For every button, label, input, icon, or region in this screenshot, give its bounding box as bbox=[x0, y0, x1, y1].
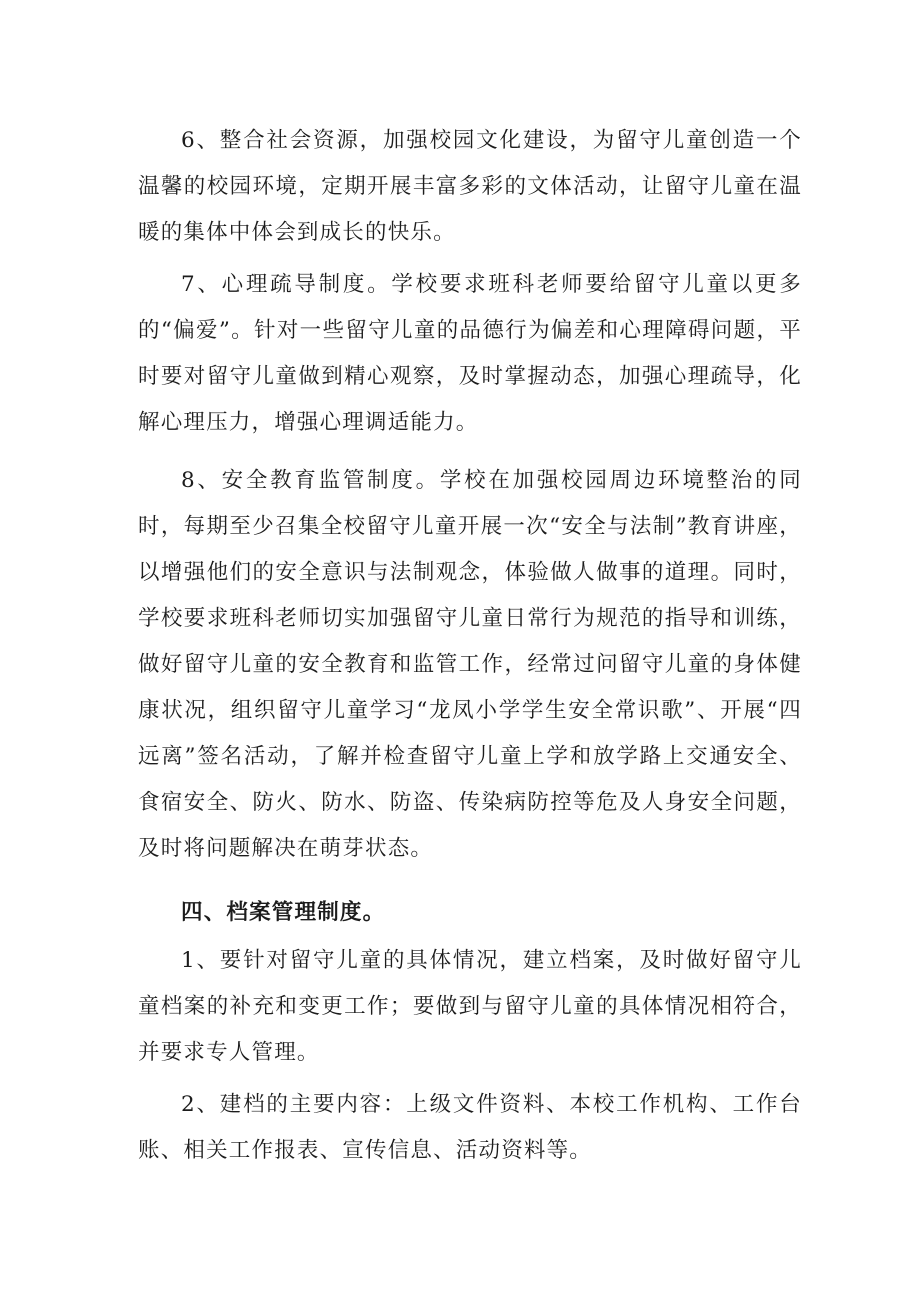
section-heading-archive-management: 四、档案管理制度。 bbox=[181, 900, 386, 925]
paragraph-item-8: 8、安全教育监管制度。学校在加强校园周边环境整治的同时，每期至少召集全校留守儿童开展一次“安全与法制”教育讲座，以增强他们的安全意识与法制观念，体验做人做事的道理。同时，学校要求班科老师切实加强留守儿童日常行为规范的指导和训练，做好留守儿童的安全教育和监管工作，经常过问留守儿童的身体健康状况，组织留守儿童学习“龙凤小学学生安全常识歌”、开展“四远离”签名活动，了解并检查留守儿童上学和放学路上交通安全、食宿安全、防火、防水、防盗、传染病防控等危及人身安全问题，及时将问题解决在萌芽状态。 bbox=[138, 468, 802, 861]
paragraph-archive-item-2: 2、建档的主要内容：上级文件资料、本校工作机构、工作台账、相关工作报表、宣传信息、活动资料等。 bbox=[138, 1092, 802, 1163]
paragraph-item-7: 7、心理疏导制度。学校要求班科老师要给留守儿童以更多的“偏爱”。针对一些留守儿童的品德行为偏差和心理障碍问题，平时要对留守儿童做到精心观察，及时掌握动态，加强心理疏导，化解心理压力，增强心理调适能力。 bbox=[138, 272, 802, 435]
paragraph-item-6: 6、整合社会资源，加强校园文化建设，为留守儿童创造一个温馨的校园环境，定期开展丰富多彩的文体活动，让留守儿童在温暖的集体中体会到成长的快乐。 bbox=[138, 128, 802, 245]
paragraph-archive-item-1: 1、要针对留守儿童的具体情况，建立档案，及时做好留守儿童档案的补充和变更工作；要做到与留守儿童的具体情况相符合，并要求专人管理。 bbox=[138, 948, 802, 1065]
